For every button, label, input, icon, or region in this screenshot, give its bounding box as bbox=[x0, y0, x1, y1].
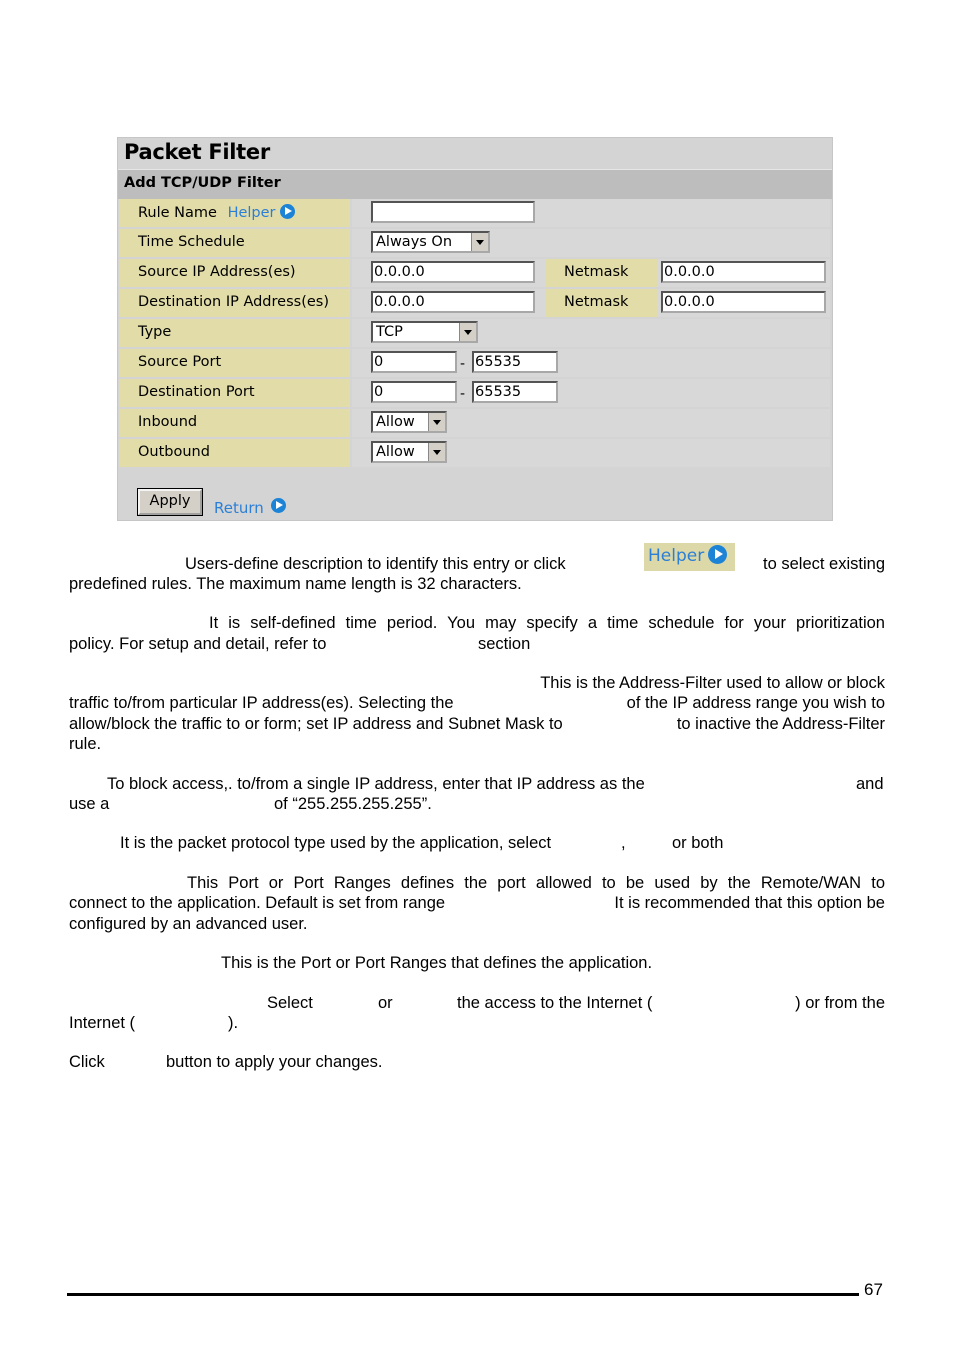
type-desc-2: or both bbox=[672, 834, 724, 852]
rule-name-desc-2: to select existing bbox=[763, 555, 885, 573]
source-netmask-label: Netmask bbox=[564, 264, 629, 280]
time-schedule-select[interactable] bbox=[371, 231, 490, 253]
type-desc-comma: , bbox=[621, 834, 626, 852]
inbound-select[interactable] bbox=[371, 411, 447, 433]
rule-name-input[interactable] bbox=[371, 201, 535, 223]
rule-name-label: Rule Name bbox=[138, 205, 217, 221]
dest-port-from-input[interactable]: 0 bbox=[371, 381, 457, 403]
source-port-dash: - bbox=[460, 356, 466, 372]
source-ip-label: Source IP Address(es) bbox=[138, 264, 296, 280]
rule-name-desc-3: predefined rules. The maximum name length is 32 characters. bbox=[69, 575, 522, 593]
inout-desc-2b: ). bbox=[228, 1014, 239, 1032]
inout-desc-1b: or bbox=[378, 994, 393, 1012]
click-desc-2: button to apply your changes. bbox=[166, 1053, 383, 1071]
time-schedule-label: Time Schedule bbox=[138, 234, 245, 250]
panel-subtitle: Add TCP/UDP Filter bbox=[124, 175, 281, 191]
block-desc-2b: of “255.255.255.255”. bbox=[274, 795, 432, 813]
panel-title: Packet Filter bbox=[124, 140, 270, 164]
chevron-down-icon[interactable] bbox=[459, 323, 476, 341]
dest-netmask-input[interactable]: 0.0.0.0 bbox=[661, 291, 826, 313]
dest-ip-label-cell bbox=[119, 289, 350, 317]
ip-desc-3b: to inactive the Address-Filter bbox=[676, 715, 885, 733]
outbound-select[interactable] bbox=[371, 441, 447, 463]
dest-port-to-input[interactable]: 65535 bbox=[472, 381, 558, 403]
dest-netmask-label-cell bbox=[545, 289, 657, 317]
ip-desc-4: rule. bbox=[69, 735, 102, 753]
rule-name-helper-link[interactable] bbox=[228, 205, 295, 221]
play-arrow-icon bbox=[271, 498, 286, 513]
inout-desc-2a: Internet ( bbox=[69, 1014, 136, 1032]
play-arrow-icon bbox=[280, 204, 295, 219]
inout-desc-1d: ) or from the bbox=[795, 994, 885, 1012]
source-port-label-cell bbox=[119, 349, 350, 377]
type-desc-1: It is the packet protocol type used by the application, select bbox=[120, 834, 552, 852]
port-desc-2a: connect to the application. Default is set from range bbox=[69, 894, 446, 912]
time-schedule-value: Always On bbox=[376, 234, 453, 250]
return-link-label: Return bbox=[214, 499, 264, 517]
schedule-desc-1: It is self-defined time period. You may specify a time schedule for your prioritization bbox=[209, 614, 885, 632]
packet-filter-panel bbox=[117, 137, 833, 521]
dest-ip-input[interactable]: 0.0.0.0 bbox=[371, 291, 535, 313]
dest-ip-label: Destination IP Address(es) bbox=[138, 294, 329, 310]
chevron-down-icon[interactable] bbox=[428, 413, 445, 431]
dest-port-label: Destination Port bbox=[138, 384, 255, 400]
port-desc-1: This Port or Port Ranges defines the port allowed to be used by the Remote/WAN to bbox=[187, 874, 885, 892]
chevron-down-icon[interactable] bbox=[471, 233, 488, 251]
inout-desc-1c: the access to the Internet ( bbox=[457, 994, 653, 1012]
schedule-desc-3: section bbox=[478, 635, 531, 653]
apply-button[interactable]: Apply bbox=[138, 489, 202, 515]
inbound-label-cell bbox=[119, 409, 350, 437]
type-label-cell bbox=[119, 319, 350, 347]
rule-name-desc-1: Users-define description to identify this entry or click bbox=[185, 555, 566, 573]
panel-subtitle-bar bbox=[118, 169, 832, 199]
source-ip-label-cell bbox=[119, 259, 350, 287]
type-label: Type bbox=[138, 324, 172, 340]
inbound-label: Inbound bbox=[138, 414, 198, 430]
schedule-desc-2: policy. For setup and detail, refer to bbox=[69, 635, 327, 653]
outbound-label-cell bbox=[119, 439, 350, 467]
source-ip-input[interactable]: 0.0.0.0 bbox=[371, 261, 535, 283]
ip-desc-2a: traffic to/from particular IP address(es). Selecting the bbox=[69, 694, 454, 712]
page-number: 67 bbox=[864, 1280, 883, 1299]
dest-netmask-label: Netmask bbox=[564, 294, 629, 310]
helper-link-label: Helper bbox=[227, 205, 276, 221]
block-desc-2a: use a bbox=[69, 795, 110, 813]
type-select[interactable] bbox=[371, 321, 478, 343]
footer-rule bbox=[67, 1293, 859, 1296]
return-link[interactable] bbox=[214, 498, 286, 517]
outbound-value: Allow bbox=[376, 444, 415, 460]
source-netmask-label-cell bbox=[545, 259, 657, 287]
ip-desc-3a: allow/block the traffic to or form; set IP address and Subnet Mask to bbox=[69, 715, 563, 733]
dest-port-label-cell bbox=[119, 379, 350, 407]
source-port-from-input[interactable]: 0 bbox=[371, 351, 457, 373]
type-value: TCP bbox=[376, 324, 403, 340]
helper-button-image bbox=[644, 543, 735, 571]
inout-desc-1a: Select bbox=[267, 994, 313, 1012]
block-desc-1a: To block access,. to/from a single IP address, enter that IP address as the bbox=[107, 775, 645, 793]
ip-desc-1: This is the Address-Filter used to allow or block bbox=[540, 674, 885, 692]
outbound-label: Outbound bbox=[138, 444, 210, 460]
source-port-label: Source Port bbox=[138, 354, 222, 370]
port-desc-3: configured by an advanced user. bbox=[69, 915, 308, 933]
helper-image-label: Helper bbox=[648, 546, 705, 566]
block-desc-1b: and bbox=[856, 775, 884, 793]
click-desc-1: Click bbox=[69, 1053, 105, 1071]
rule-name-label-cell bbox=[119, 199, 350, 227]
play-arrow-icon bbox=[708, 545, 727, 564]
source-netmask-input[interactable]: 0.0.0.0 bbox=[661, 261, 826, 283]
inbound-value: Allow bbox=[376, 414, 415, 430]
time-schedule-label-cell bbox=[119, 229, 350, 257]
chevron-down-icon[interactable] bbox=[428, 443, 445, 461]
port-desc-2b: It is recommended that this option be bbox=[614, 894, 885, 912]
ip-desc-2b: of the IP address range you wish to bbox=[626, 694, 885, 712]
dport-desc: This is the Port or Port Ranges that defines the application. bbox=[221, 954, 653, 972]
dest-port-dash: - bbox=[460, 386, 466, 402]
source-port-to-input[interactable]: 65535 bbox=[472, 351, 558, 373]
